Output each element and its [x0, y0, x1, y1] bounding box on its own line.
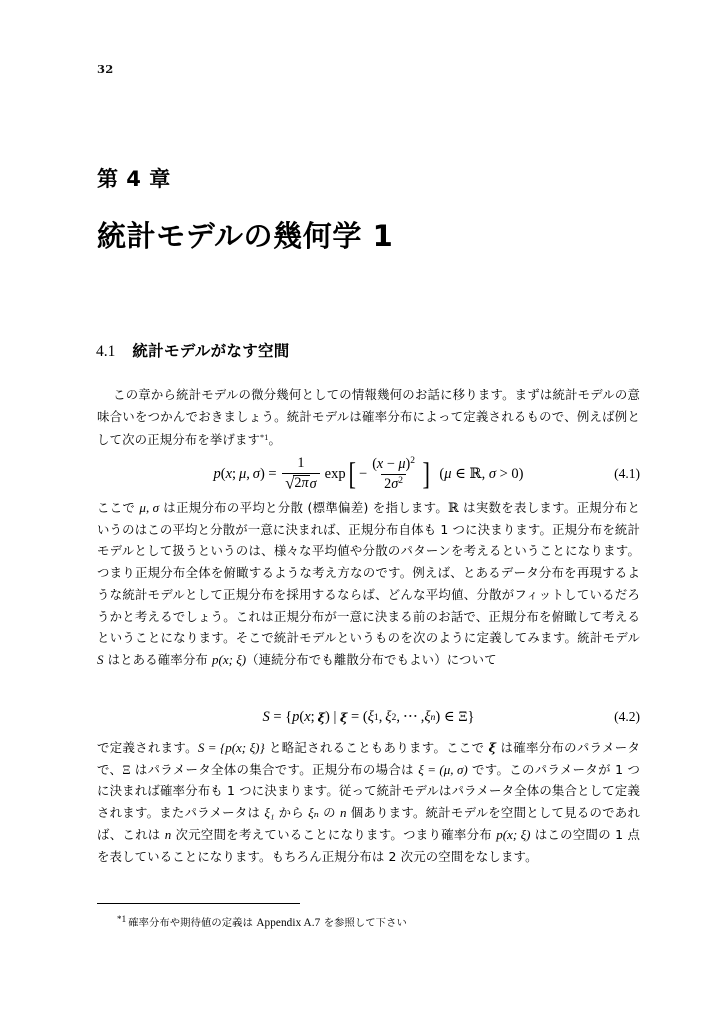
footnote-reference-mark[interactable]: *1 [260, 433, 269, 443]
p2-p-x-xi: p(x; ξ) [212, 651, 247, 667]
chapter-heading [97, 168, 642, 253]
eq1-lhs: p [213, 465, 221, 482]
paragraph-1 [97, 384, 640, 451]
p2-mu-sigma: μ, σ [139, 500, 160, 515]
footnote-number: *1 [117, 914, 127, 924]
section-number: 4.1 [96, 343, 116, 360]
footnote-appendix-ref: Appendix A.7 [256, 917, 321, 930]
footnote-1 [117, 911, 637, 931]
p3-text-e: です。このパラメータが 1 つに決まれば確率分布も 1 つに決まります。従って統計モデルはパラメータ全体の集合として定義されます。またパラメータは [97, 761, 640, 821]
paragraph-3 [97, 737, 640, 867]
chapter-title: 統計モデルの幾何学 1 [97, 219, 394, 254]
p2-text-a: ここで [97, 500, 140, 515]
paragraph-2-container [97, 497, 640, 671]
p3-text-a: で定義されます。 [97, 740, 198, 755]
paragraph-1-container [97, 384, 640, 451]
footnote-text-b: を参照して下さい [320, 917, 407, 930]
p3-text-g: の [318, 805, 341, 821]
p3-Xi: Ξ [122, 761, 131, 777]
equation-4-1-number: (4.1) [614, 466, 640, 481]
p3-xi: ξ [488, 740, 497, 755]
paragraph-1-text-a: この章から統計モデルの微分幾何としての情報幾何のお話に移ります。まずは統計モデルの意味合いをつかんでおきましょう。統計モデルは確率分布によって定義されるもので、例えば例として次の正規分布を挙げます [97, 387, 640, 448]
p3-S-set: S = {p(x; ξ)} [197, 740, 265, 755]
p2-text-b: は正規分布の平均と分散 (標準偏差) を指します。 [159, 500, 449, 515]
footnote-text-a: 確率分布や期待値の定義は [128, 917, 257, 930]
p3-text-b: と略記されることもあります。ここで [264, 740, 489, 755]
p3-xi-n: ξₙ [308, 805, 319, 821]
paragraph-3-container [97, 737, 640, 867]
p2-model-S: S [97, 651, 104, 667]
chapter-number: 第 4 章 [97, 167, 171, 191]
p3-text-j: はこの空間の 1 点を表していることになります。もちろん正規分布は 2 次元の空間をなします。 [97, 826, 640, 864]
paragraph-1-text-b: 。 [268, 432, 282, 448]
p3-text-d: はパラメータ全体の集合です。正規分布の場合は [130, 761, 419, 777]
p2-text-e: （連続分布でも離散分布でもよい）について [246, 651, 497, 667]
section-heading [96, 339, 290, 361]
page-number: 32 [97, 62, 114, 76]
equation-4-2-number: (4.2) [614, 709, 640, 724]
sqrt-2pi-sigma: √ 2π [285, 473, 309, 492]
p3-text-f: から [274, 805, 309, 821]
p3-text-c: は確率分布のパラメータで、 [97, 740, 640, 777]
p3-xi-1: ξ₁ [264, 805, 275, 821]
equation-4-1 [97, 452, 640, 496]
p3-xi-equals: ξ = (μ, σ) [418, 761, 468, 777]
p3-n-dimension: n [164, 826, 172, 842]
equation-4-2-body: S = { p ( x ; ξ ) | ξ = ( ξ 1 , ξ 2 , ⋅⋅⋅ , ξ n ) ∈ Ξ } [262, 708, 475, 725]
equation-4-2 [97, 702, 640, 732]
eq1-exp-label: exp [324, 465, 346, 482]
eq1-fraction: 1 √ 2π σ [282, 456, 319, 492]
p3-text-h: 個あります。統計モデルを空間として見るのであれば、これは [97, 805, 640, 842]
p3-p-x-xi: p(x; ξ) [496, 826, 531, 842]
paragraph-2 [97, 497, 640, 671]
eq1-condition: (μ ∈ ℝ, σ > 0) [439, 465, 524, 482]
footnote-separator-rule [97, 903, 300, 904]
section-title: 統計モデルがなす空間 [132, 342, 290, 360]
p3-n-count: n [340, 805, 347, 821]
p2-real-symbol: ℝ [448, 500, 459, 515]
equation-4-1-body: p ( x ; μ , σ ) = 1 √ 2π σ exp [ − $\frac{(x - \mu)^2}{2\sigma^2}$ ] (μ ∈ ℝ, σ > 0) [213, 455, 524, 492]
eq1-exponent-fraction: $\frac{(x - \mu)^2}{2\sigma^2}$ [372, 455, 415, 492]
p2-text-d: はとある確率分布 [103, 651, 213, 667]
p2-text-c: は実数を表します。正規分布というのはこの平均と分散が一意に決まれば、正規分布自体も 1 つに決まります。正規分布を統計モデルとして扱うというのは、様々な平均値や分散のパターンを考えるということになります。つまり正規分布全体を俯瞰するような考え方なのです。例えば、とあるデータ分布を再現するような統計モデルとして正規分布を採用するならば、どんな平均値、分散がフィットしているだろうかと考えるでしょう。これは正規分布が一意に決まる前のお話で、正規分布を俯瞰して考えるということになります。そこで統計モデルというものを次のように定義してみます。統計モデル [97, 500, 640, 646]
p3-text-i: 次元空間を考えていることになります。つまり確率分布 [171, 826, 497, 842]
